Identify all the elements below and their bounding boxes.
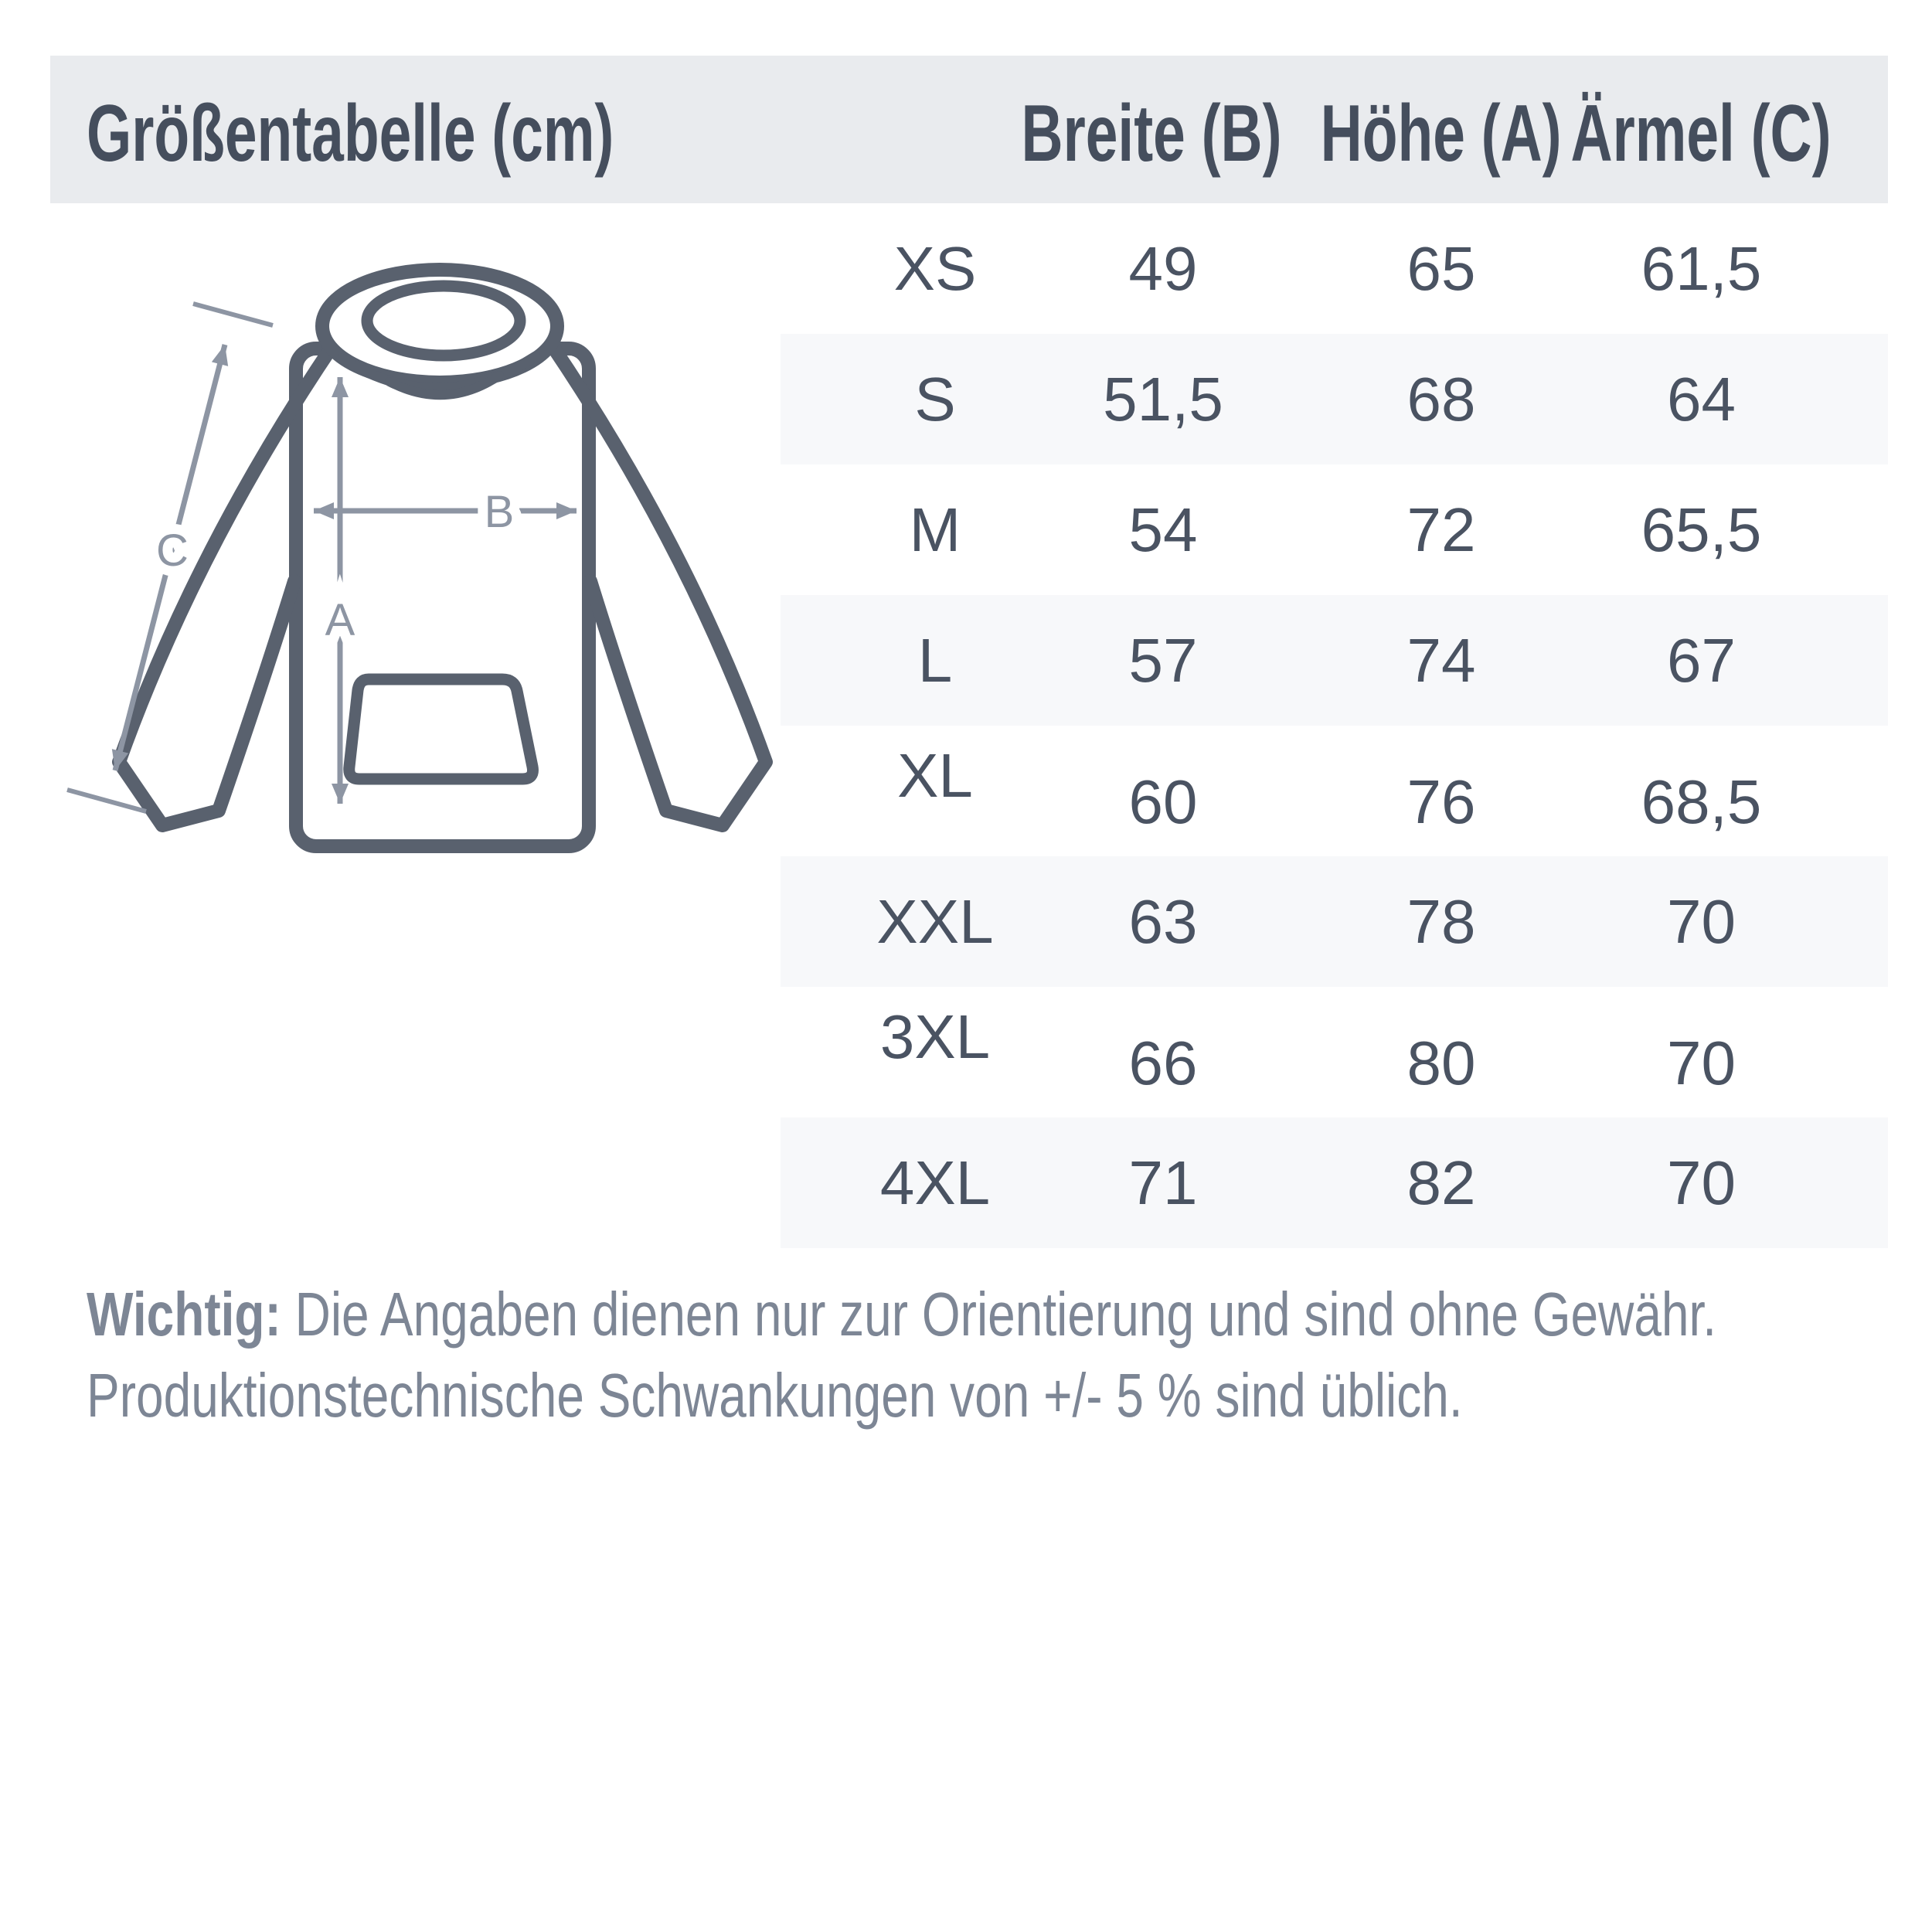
size-cell: L bbox=[917, 625, 953, 695]
size-cell: 4XL bbox=[879, 1148, 991, 1217]
hoehe-cell: 65 bbox=[1406, 233, 1476, 303]
breite-cell: 49 bbox=[1128, 233, 1198, 303]
notice bbox=[87, 1274, 1926, 1436]
breite-cell: 63 bbox=[1128, 886, 1198, 956]
hoehe-cell: 72 bbox=[1406, 495, 1476, 564]
measure-label-c: C bbox=[156, 526, 189, 576]
header-bar bbox=[50, 56, 1888, 203]
breite-cell: 51,5 bbox=[1103, 364, 1223, 434]
size-table bbox=[781, 203, 1888, 1248]
hoodie-outline bbox=[119, 270, 766, 846]
aermel-cell: 65,5 bbox=[1641, 495, 1762, 564]
table-row-l bbox=[781, 595, 1888, 726]
column-header-hoehe: Höhe (A) bbox=[1321, 89, 1562, 179]
size-cell: S bbox=[914, 364, 956, 434]
table-row-m bbox=[781, 464, 1888, 595]
table-row-4xl bbox=[781, 1117, 1888, 1248]
table-row-s bbox=[781, 334, 1888, 464]
column-header-aermel: Ärmel (C) bbox=[1570, 89, 1832, 179]
notice-bold: Wichtig: bbox=[87, 1280, 281, 1349]
size-cell: XXL bbox=[876, 886, 994, 956]
breite-cell: 71 bbox=[1128, 1148, 1198, 1217]
hoehe-cell: 82 bbox=[1406, 1148, 1476, 1217]
aermel-cell: 64 bbox=[1667, 364, 1736, 434]
notice-line-2: Produktionstechnische Schwankungen von +/- 5 % sind üblich. bbox=[87, 1361, 1463, 1430]
c-end-tick-top bbox=[193, 304, 273, 325]
hoehe-cell: 68 bbox=[1406, 364, 1476, 434]
aermel-cell: 68,5 bbox=[1641, 767, 1762, 836]
breite-cell: 66 bbox=[1128, 1028, 1198, 1097]
size-cell: XS bbox=[893, 233, 977, 303]
table-row-xl bbox=[781, 726, 1888, 856]
page-title: Größentabelle (cm) bbox=[87, 89, 614, 179]
column-header-breite: Breite (B) bbox=[1021, 89, 1282, 179]
aermel-cell: 70 bbox=[1667, 886, 1736, 956]
size-cell: M bbox=[909, 495, 961, 564]
breite-cell: 60 bbox=[1128, 767, 1198, 836]
size-cell: XL bbox=[897, 740, 973, 810]
aermel-cell: 70 bbox=[1667, 1148, 1736, 1217]
table-row-3xl bbox=[781, 987, 1888, 1117]
measure-label-b: B bbox=[484, 487, 515, 537]
size-cell: 3XL bbox=[879, 1002, 991, 1071]
table-row-xs bbox=[781, 203, 1888, 334]
measure-label-a: A bbox=[325, 595, 355, 645]
hoehe-cell: 78 bbox=[1406, 886, 1476, 956]
table-row-xxl bbox=[781, 856, 1888, 987]
notice-line-1: Wichtig: Die Angaben dienen nur zur Orientierung und sind ohne Gewähr. bbox=[87, 1280, 1717, 1349]
hoehe-cell: 74 bbox=[1406, 625, 1476, 695]
breite-cell: 54 bbox=[1128, 495, 1198, 564]
aermel-cell: 61,5 bbox=[1641, 233, 1762, 303]
hoehe-cell: 76 bbox=[1406, 767, 1476, 836]
hoehe-cell: 80 bbox=[1406, 1028, 1476, 1097]
pocket-outline bbox=[349, 679, 533, 779]
aermel-cell: 70 bbox=[1667, 1028, 1736, 1097]
aermel-cell: 67 bbox=[1667, 625, 1736, 695]
breite-cell: 57 bbox=[1128, 625, 1198, 695]
hoodie-diagram bbox=[62, 216, 796, 912]
